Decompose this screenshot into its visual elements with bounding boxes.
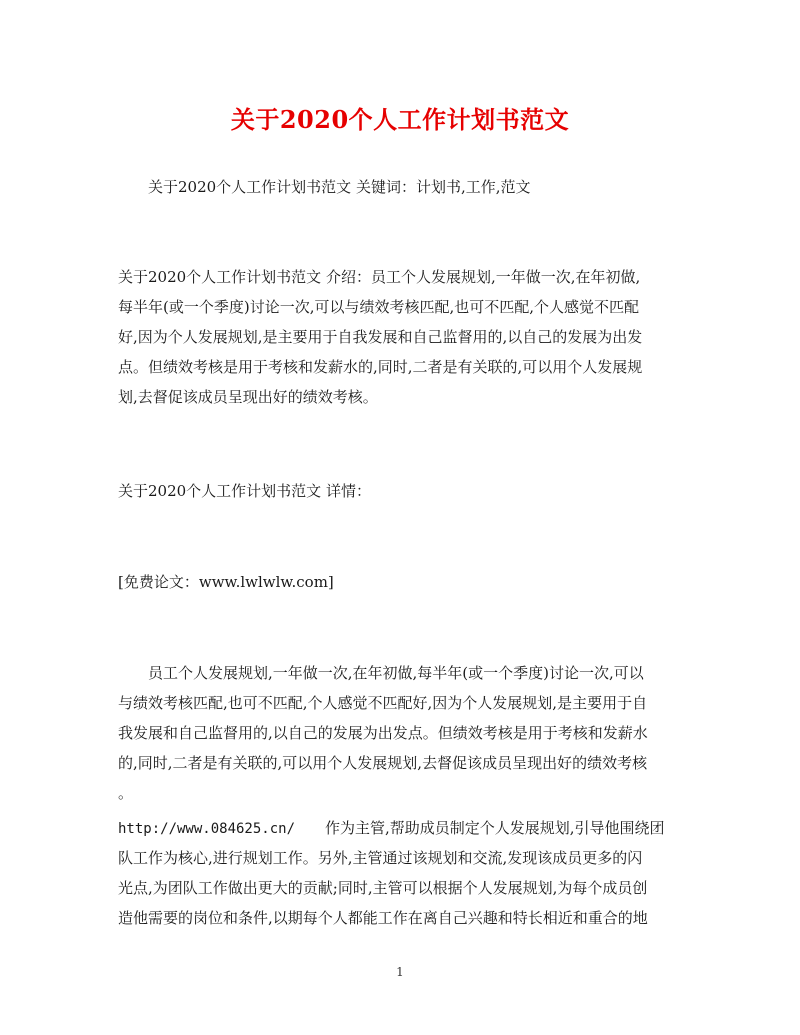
link-line xyxy=(118,813,688,844)
document-title: 关于2020个人工作计划书范文 xyxy=(230,105,570,134)
continuation-line-1: 队工作为核心,进行规划工作。另外,主管通过该规划和交流,发现该成员更多的闪 xyxy=(118,849,643,867)
body-line-5: 。 xyxy=(118,784,134,802)
intro-line-2: 每半年(或一个季度)讨论一次,可以与绩效考核匹配,也可不匹配,个人感觉不匹配 xyxy=(118,298,640,316)
body-line-1: 员工个人发展规划,一年做一次,在年初做,每半年(或一个季度)讨论一次,可以 xyxy=(148,664,644,682)
body-line-2: 与绩效考核匹配,也可不匹配,个人感觉不匹配好,因为个人发展规划,是主要用于自 xyxy=(118,694,648,712)
free-paper-link[interactable]: [免费论文：www.lwlwlw.com] xyxy=(118,573,334,591)
body-line-4: 的,同时,二者是有关联的,可以用个人发展规划,去督促该成员呈现出好的绩效考核 xyxy=(118,754,648,772)
continuation-line-3: 造他需要的岗位和条件,以期每个人都能工作在离自己兴趣和特长相近和重合的地 xyxy=(118,909,648,927)
intro-line-3: 好,因为个人发展规划,是主要用于自我发展和自己监督用的,以自己的发展为出发 xyxy=(118,328,643,346)
intro-line-4: 点。但绩效考核是用于考核和发薪水的,同时,二者是有关联的,可以用个人发展规 xyxy=(118,358,643,376)
intro-line-5: 划,去督促该成员呈现出好的绩效考核。 xyxy=(118,388,378,406)
website-link[interactable]: http://www.084625.cn/ xyxy=(118,821,296,837)
keywords-line: 关于2020个人工作计划书范文 关键词：计划书,工作,范文 xyxy=(148,178,531,196)
page-number: 1 xyxy=(396,965,404,979)
intro-line-1: 关于2020个人工作计划书范文 介绍：员工个人发展规划,一年做一次,在年初做, xyxy=(118,268,641,286)
link-line-text: 作为主管,帮助成员制定个人发展规划,引导他围绕团 xyxy=(325,819,665,837)
continuation-line-2: 光点,为团队工作做出更大的贡献;同时,主管可以根据个人发展规划,为每个成员创 xyxy=(118,879,648,897)
details-heading: 关于2020个人工作计划书范文 详情： xyxy=(118,482,371,500)
body-line-3: 我发展和自己监督用的,以自己的发展为出发点。但绩效考核是用于考核和发薪水 xyxy=(118,724,648,742)
